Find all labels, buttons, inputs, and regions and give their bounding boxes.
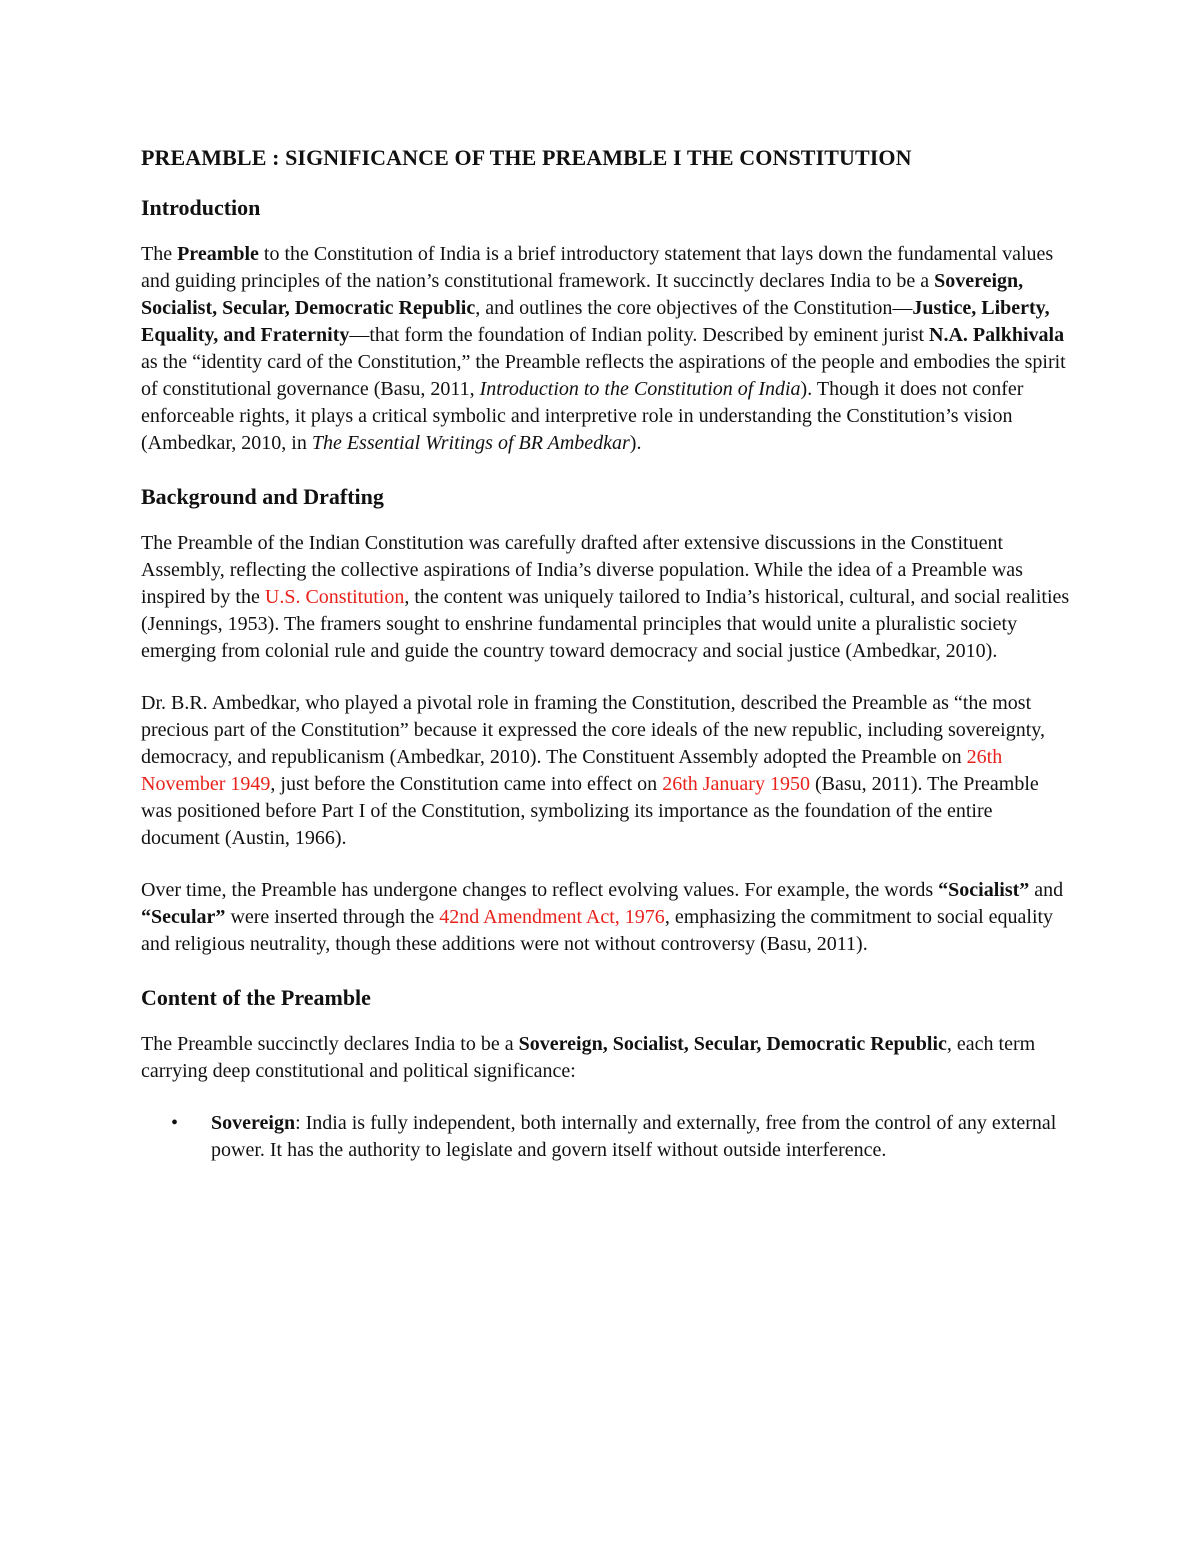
bold-term: N.A. Palkhivala [929, 324, 1065, 346]
text-run: , the content was uniquely tailored to India’s historical, cultural, and social realities (Jennings, 1953). The framers sought to enshrine fundamental principles that would unite a pluralistic society emerging from colonial rule and guide the country toward democracy and social justice (Ambedkar, 2010). [141, 586, 1070, 662]
background-paragraph-1 [141, 530, 1071, 665]
text-run: The [141, 243, 178, 265]
text-run: were inserted through the [225, 906, 440, 928]
text-run: ). [629, 432, 642, 454]
bold-term: “Secular” [141, 906, 226, 928]
highlighted-date: 26th November 1949 [141, 746, 1003, 795]
bold-term: Justice, Liberty, Equality, and Fraternity [141, 297, 1050, 346]
bullet-list [141, 1110, 1071, 1164]
text-run: Over time, the Preamble has undergone changes to reflect evolving values. For example, the words [141, 879, 939, 901]
text-run: to the Constitution of India is a brief introductory statement that lays down the fundamental values and guiding principles of the nation’s constitutional framework. It succinctly declares India to be a [141, 243, 1054, 292]
background-paragraph-3 [141, 877, 1071, 958]
document-title: PREAMBLE : SIGNIFICANCE OF THE PREAMBLE I THE CONSTITUTION [141, 145, 912, 170]
highlighted-term: U.S. Constitution [264, 586, 405, 608]
text-run: , emphasizing the commitment to social equality and religious neutrality, though these additions were not without controversy (Basu, 2011). [141, 906, 1054, 955]
document-body [141, 138, 1071, 1164]
text-run: , each term carrying deep constitutional and political significance: [141, 1033, 1036, 1082]
bold-term: Sovereign [211, 1112, 296, 1134]
bold-term: Preamble [177, 243, 259, 265]
text-run: as the “identity card of the Constitution,” the Preamble reflects the aspirations of the people and embodies the spirit of constitutional governance (Basu, 2011, [141, 351, 1066, 400]
italic-citation: The Essential Writings of BR Ambedkar [311, 432, 630, 454]
introduction-paragraph [141, 241, 1071, 457]
text-run: , and outlines the core objectives of the Constitution— [475, 297, 913, 319]
list-item [141, 1110, 1071, 1164]
text-run: Dr. B.R. Ambedkar, who played a pivotal role in framing the Constitution, described the Preamble as “the most precious part of the Constitution” because it expressed the core ideals of the new republic, including sovereignty, democracy, and republicanism (Ambedkar, 2010). The Constituent Assembly adopted the Preamble on [141, 692, 1045, 768]
text-run: The Preamble succinctly declares India to be a [141, 1033, 519, 1055]
text-run: ). Though it does not confer enforceable rights, it plays a critical symbolic and interpretive role in understanding the Constitution’s vision (Ambedkar, 2010, in [141, 378, 1024, 454]
text-run: The Preamble of the Indian Constitution was carefully drafted after extensive discussions in the Constituent Assembly, reflecting the collective aspirations of India’s diverse population. While the idea of a Preamble was inspired by the [141, 532, 1023, 608]
content-paragraph [141, 1031, 1071, 1085]
bold-term: Sovereign, Socialist, Secular, Democratic Republic [141, 270, 1024, 319]
bold-term: Sovereign, Socialist, Secular, Democratic Republic [518, 1033, 947, 1055]
italic-citation: Introduction to the Constitution of India [479, 378, 801, 400]
text-run: —that form the foundation of Indian polity. Described by eminent jurist [349, 324, 930, 346]
text-run: and [1029, 879, 1064, 901]
text-run: : India is fully independent, both internally and externally, free from the control of any external power. It has the authority to legislate and govern itself without outside interference. [211, 1112, 1057, 1161]
text-run: (Basu, 2011). The Preamble was positioned before Part I of the Constitution, symbolizing its importance as the foundation of the entire document (Austin, 1966). [141, 773, 1039, 849]
section-heading-content: Content of the Preamble [141, 985, 371, 1010]
section-heading-background: Background and Drafting [141, 484, 384, 509]
background-paragraph-2 [141, 690, 1071, 852]
highlighted-term: 42nd Amendment Act, 1976 [439, 906, 665, 928]
bold-term: “Socialist” [938, 879, 1030, 901]
text-run: , just before the Constitution came into effect on [270, 773, 663, 795]
section-heading-introduction: Introduction [141, 195, 261, 220]
highlighted-date: 26th January 1950 [662, 773, 810, 795]
bullet-icon: • [171, 1112, 179, 1134]
